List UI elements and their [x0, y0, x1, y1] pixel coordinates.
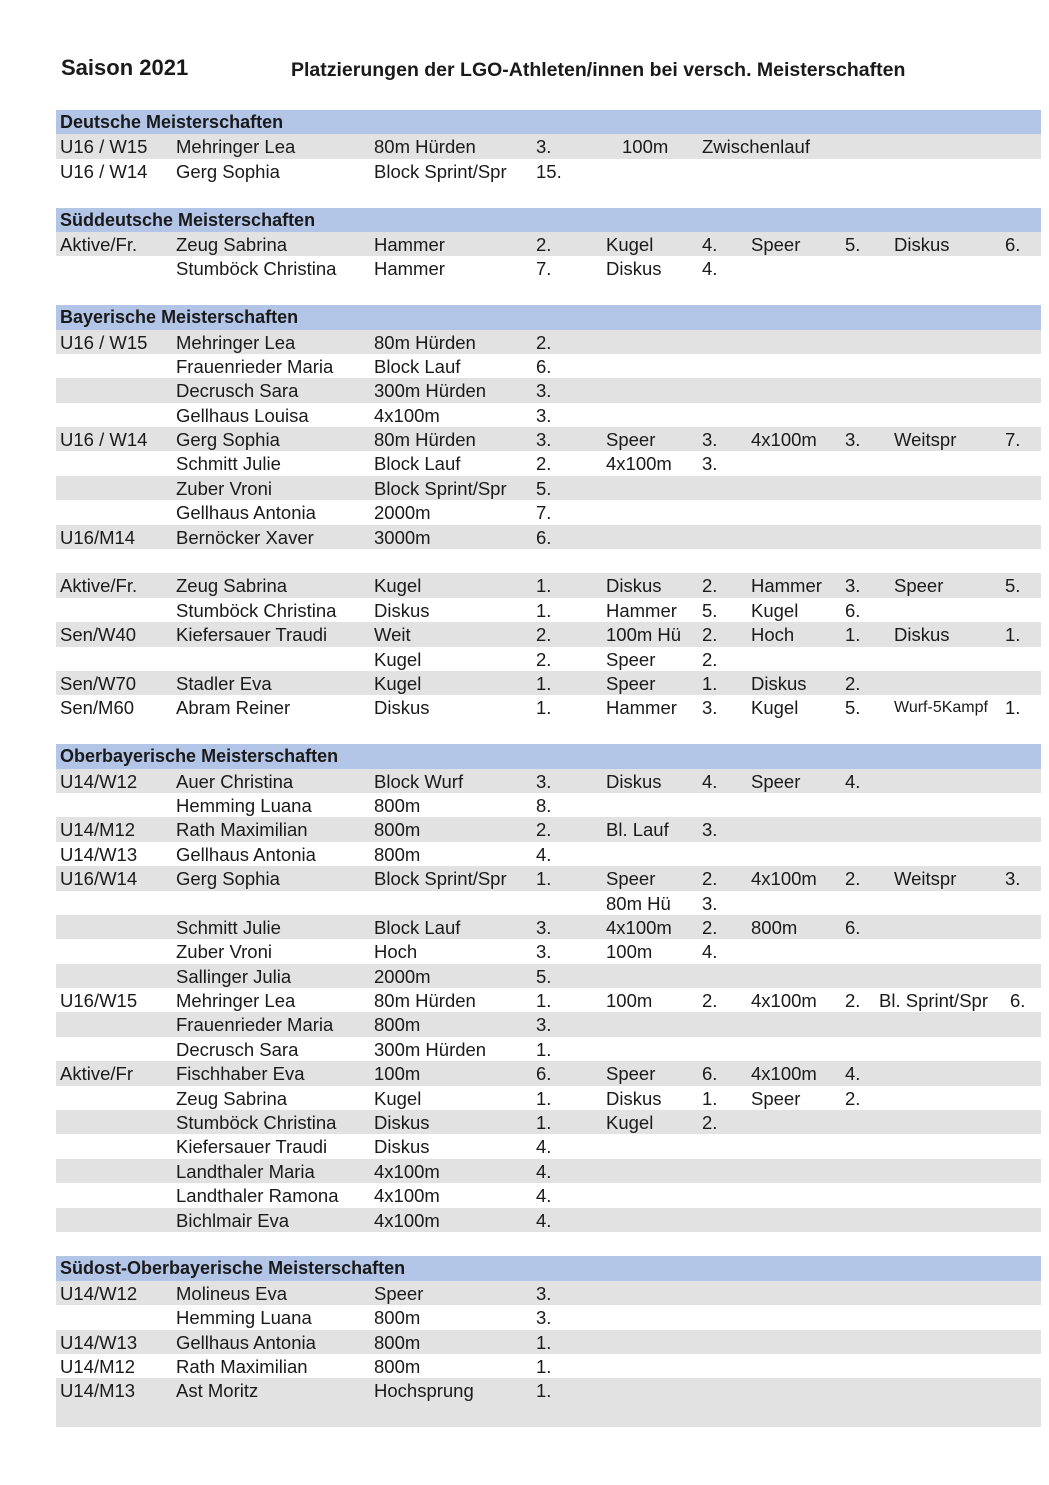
age-class: U16/M14 [60, 526, 136, 548]
discipline-3: 4x100m [751, 1063, 817, 1085]
place-3: 6. [845, 599, 861, 621]
table-row [56, 159, 1041, 183]
place-1: 1. [536, 672, 552, 694]
place-1: 2. [536, 233, 552, 255]
athlete-name: Zeug Sabrina [176, 1087, 288, 1109]
place-1: 4. [536, 1160, 552, 1182]
place-2: 2. [702, 624, 718, 646]
place-3: 2. [845, 672, 861, 694]
table-row [56, 134, 1041, 158]
age-class: Sen/W40 [60, 624, 137, 646]
discipline-1: 2000m [374, 502, 431, 524]
table-row [56, 891, 1041, 915]
discipline-2: 100m [606, 990, 653, 1012]
page-title: Platzierungen der LGO-Athleten/innen bei versch. Meisterschaften [291, 59, 906, 81]
athlete-name: Schmitt Julie [176, 916, 281, 938]
athlete-name: Fischhaber Eva [176, 1063, 305, 1085]
discipline-3: Speer [751, 770, 801, 792]
place-4: 1. [1005, 697, 1021, 719]
place-1: 3. [536, 404, 552, 426]
table-row [56, 1281, 1041, 1305]
athlete-name: Landthaler Ramona [176, 1185, 339, 1207]
spacer-row [56, 1232, 1041, 1256]
place-4: 6. [1005, 233, 1021, 255]
spacer-row [56, 281, 1041, 305]
place-3: 2. [845, 990, 861, 1012]
table-row [56, 1305, 1041, 1329]
discipline-2: Diskus [606, 575, 662, 597]
section-header [56, 744, 1041, 768]
place-2: 2. [702, 868, 718, 890]
section-title: Bayerische Meisterschaften [60, 307, 299, 328]
place-3: 5. [845, 233, 861, 255]
place-1: 6. [536, 355, 552, 377]
athlete-name: Stumböck Christina [176, 1112, 337, 1134]
athlete-name: Kiefersauer Traudi [176, 1136, 328, 1158]
discipline-2: Diskus [606, 1087, 662, 1109]
athlete-name: Abram Reiner [176, 697, 291, 719]
place-2: 2. [702, 916, 718, 938]
place-1: 6. [536, 526, 552, 548]
section-header [56, 208, 1041, 232]
table-row [56, 1330, 1041, 1354]
table-row [56, 232, 1041, 256]
discipline-2: Diskus [606, 258, 662, 280]
spacer-row [56, 183, 1041, 207]
place-2: 3. [702, 429, 718, 451]
table-row [56, 1208, 1041, 1232]
table-row [56, 1037, 1041, 1061]
section-title: Oberbayerische Meisterschaften [60, 746, 339, 767]
place-2: 2. [702, 575, 718, 597]
section-title: Südost-Oberbayerische Meisterschaften [60, 1258, 406, 1279]
place-4: 1. [1005, 624, 1021, 646]
place-1: 5. [536, 477, 552, 499]
discipline-3: Hammer [751, 575, 822, 597]
discipline-1: Diskus [374, 1112, 430, 1134]
athlete-name: Zuber Vroni [176, 477, 272, 499]
place-2: 4. [702, 258, 718, 280]
place-2: 3. [702, 697, 718, 719]
discipline-1: Diskus [374, 697, 430, 719]
place-1: 1. [536, 1380, 552, 1402]
place-1: 4. [536, 843, 552, 865]
heat-discipline: 100m [622, 136, 669, 158]
athlete-name: Gellhaus Antonia [176, 1331, 316, 1353]
section-header [56, 110, 1041, 134]
athlete-name: Kiefersauer Traudi [176, 624, 328, 646]
discipline-1: Diskus [374, 1136, 430, 1158]
place-3: 1. [845, 624, 861, 646]
table-row [56, 354, 1041, 378]
athlete-name: Gerg Sophia [176, 868, 280, 890]
athlete-name: Frauenrieder Maria [176, 1014, 334, 1036]
table-row [56, 330, 1041, 354]
athlete-name: Frauenrieder Maria [176, 355, 334, 377]
place-1: 4. [536, 1209, 552, 1231]
athlete-name: Mehringer Lea [176, 990, 296, 1012]
place-1: 1. [536, 1355, 552, 1377]
place-2: 1. [702, 1087, 718, 1109]
place-1: 3. [536, 1307, 552, 1329]
place-1: 2. [536, 648, 552, 670]
table-row [56, 451, 1041, 475]
discipline-2: Hammer [606, 599, 677, 621]
discipline-2: Speer [606, 429, 656, 451]
discipline-4: Weitspr [894, 429, 957, 451]
discipline-4: Speer [894, 575, 944, 597]
table-row [56, 769, 1041, 793]
table-row [56, 1183, 1041, 1207]
athlete-name: Mehringer Lea [176, 331, 296, 353]
discipline-3: 4x100m [751, 868, 817, 890]
place-1: 7. [536, 258, 552, 280]
place-1: 3. [536, 429, 552, 451]
place-1: 3. [536, 916, 552, 938]
table-row [56, 1403, 1041, 1427]
athlete-name: Gerg Sophia [176, 160, 280, 182]
discipline-3: 4x100m [751, 429, 817, 451]
discipline-1: Hammer [374, 258, 445, 280]
age-class: U14/W13 [60, 1331, 138, 1353]
discipline-1: 300m Hürden [374, 1038, 487, 1060]
discipline-3: Diskus [751, 672, 807, 694]
age-class: U14/M12 [60, 1355, 136, 1377]
discipline-1: Kugel [374, 672, 422, 694]
place-1: 4. [536, 1185, 552, 1207]
table-row [56, 622, 1041, 646]
discipline-2: 100m [606, 941, 653, 963]
athlete-name: Molineus Eva [176, 1282, 288, 1304]
place-3: 6. [845, 916, 861, 938]
table-row [56, 1159, 1041, 1183]
table-row [56, 817, 1041, 841]
discipline-1: Block Lauf [374, 355, 461, 377]
table-row [56, 1110, 1041, 1134]
place-1: 2. [536, 819, 552, 841]
discipline-2: Diskus [606, 770, 662, 792]
place-1: 2. [536, 453, 552, 475]
discipline-1: 2000m [374, 965, 431, 987]
place-1: 1. [536, 1038, 552, 1060]
place-2: 4. [702, 233, 718, 255]
place-2: 4. [702, 770, 718, 792]
discipline-2: Speer [606, 672, 656, 694]
table-row [56, 1354, 1041, 1378]
table-row [56, 1378, 1041, 1402]
heat-note: Zwischenlauf [702, 136, 810, 158]
place-1: 3. [536, 380, 552, 402]
discipline-1: 80m Hürden [374, 990, 476, 1012]
athlete-name: Gellhaus Antonia [176, 843, 316, 865]
discipline-3: 800m [751, 916, 798, 938]
place-2: 5. [702, 599, 718, 621]
discipline-1: Block Lauf [374, 453, 461, 475]
place-4: 6. [1010, 990, 1026, 1012]
place-1: 15. [536, 160, 562, 182]
place-3: 5. [845, 697, 861, 719]
athlete-name: Gellhaus Antonia [176, 502, 316, 524]
discipline-2: 4x100m [606, 916, 672, 938]
discipline-1: 800m [374, 794, 421, 816]
discipline-1: 4x100m [374, 1160, 440, 1182]
discipline-1: Hammer [374, 233, 445, 255]
discipline-3: 4x100m [751, 990, 817, 1012]
table-row [56, 988, 1041, 1012]
age-class: U16/W15 [60, 990, 138, 1012]
discipline-1: Block Lauf [374, 916, 461, 938]
athlete-name: Sallinger Julia [176, 965, 292, 987]
discipline-1: Diskus [374, 599, 430, 621]
season-title: Saison 2021 [61, 55, 189, 80]
discipline-1: 80m Hürden [374, 429, 476, 451]
athlete-name: Ast Moritz [176, 1380, 259, 1402]
discipline-1: 800m [374, 843, 421, 865]
discipline-3: Hoch [751, 624, 795, 646]
table-row [56, 598, 1041, 622]
table-row [56, 866, 1041, 890]
place-2: 3. [702, 892, 718, 914]
place-1: 8. [536, 794, 552, 816]
discipline-1: Speer [374, 1282, 424, 1304]
discipline-1: 300m Hürden [374, 380, 487, 402]
place-4: 7. [1005, 429, 1021, 451]
discipline-1: Hoch [374, 941, 418, 963]
discipline-1: Weit [374, 624, 411, 646]
place-4: 5. [1005, 575, 1021, 597]
table-row [56, 671, 1041, 695]
discipline-4: Bl. Sprint/Spr [879, 990, 988, 1012]
discipline-2: 4x100m [606, 453, 672, 475]
place-3: 2. [845, 868, 861, 890]
section-title: Deutsche Meisterschaften [60, 112, 284, 132]
place-1: 1. [536, 575, 552, 597]
place-2: 2. [702, 990, 718, 1012]
discipline-1: Block Wurf [374, 770, 464, 792]
table-row [56, 964, 1041, 988]
discipline-1: Kugel [374, 575, 422, 597]
place-1: 6. [536, 1063, 552, 1085]
age-class: U16 / W14 [60, 429, 148, 451]
place-1: 2. [536, 331, 552, 353]
age-class: Aktive/Fr [60, 1063, 133, 1085]
place-4: 3. [1005, 868, 1021, 890]
spacer-row [56, 549, 1041, 573]
athlete-name: Stumböck Christina [176, 258, 337, 280]
discipline-2: Bl. Lauf [606, 819, 669, 841]
place-2: 3. [702, 453, 718, 475]
table-row [56, 476, 1041, 500]
discipline-1: Block Sprint/Spr [374, 868, 507, 890]
discipline-2: Speer [606, 648, 656, 670]
discipline-1: Hochsprung [374, 1380, 474, 1402]
athlete-name: Zeug Sabrina [176, 575, 288, 597]
table-row [56, 378, 1041, 402]
discipline-1: 800m [374, 1355, 421, 1377]
place-1: 1. [536, 868, 552, 890]
discipline-1: 800m [374, 1331, 421, 1353]
age-class: U14/M13 [60, 1380, 136, 1402]
place-1: 2. [536, 624, 552, 646]
age-class: U14/M12 [60, 819, 136, 841]
results-table [56, 110, 1041, 1427]
discipline-1: 4x100m [374, 404, 440, 426]
age-class: U14/W12 [60, 770, 138, 792]
discipline-1: 800m [374, 1014, 421, 1036]
discipline-1: 800m [374, 1307, 421, 1329]
discipline-4: Wurf-5Kampf [894, 699, 988, 717]
table-row [56, 793, 1041, 817]
table-row [56, 842, 1041, 866]
athlete-name: Bichlmair Eva [176, 1209, 290, 1231]
place-3: 4. [845, 1063, 861, 1085]
section-header [56, 305, 1041, 329]
athlete-name: Zeug Sabrina [176, 233, 288, 255]
discipline-1: Block Sprint/Spr [374, 477, 507, 499]
discipline-3: Kugel [751, 599, 799, 621]
discipline-2: Speer [606, 868, 656, 890]
table-row [56, 1012, 1041, 1036]
athlete-name: Hemming Luana [176, 1307, 312, 1329]
athlete-name: Bernöcker Xaver [176, 526, 314, 548]
discipline-4: Diskus [894, 233, 950, 255]
discipline-1: 80m Hürden [374, 136, 476, 158]
table-row [56, 427, 1041, 451]
table-row [56, 939, 1041, 963]
discipline-1: Kugel [374, 1087, 422, 1109]
place-2: 2. [702, 648, 718, 670]
section-title: Süddeutsche Meisterschaften [60, 209, 316, 230]
place-1: 5. [536, 965, 552, 987]
age-class: U16 / W14 [60, 160, 148, 182]
discipline-1: 80m Hürden [374, 331, 476, 353]
age-class: Sen/M60 [60, 697, 135, 719]
discipline-2: Hammer [606, 697, 677, 719]
discipline-2: Speer [606, 1063, 656, 1085]
discipline-1: Kugel [374, 648, 422, 670]
table-row [56, 695, 1041, 719]
athlete-name: Gellhaus Louisa [176, 404, 309, 426]
spacer-row [56, 720, 1041, 744]
place-1: 4. [536, 1136, 552, 1158]
place-1: 1. [536, 990, 552, 1012]
discipline-3: Speer [751, 233, 801, 255]
place-3: 4. [845, 770, 861, 792]
age-class: Sen/W70 [60, 672, 137, 694]
athlete-name: Rath Maximilian [176, 1355, 308, 1377]
athlete-name: Gerg Sophia [176, 429, 280, 451]
table-row [56, 573, 1041, 597]
place-1: 3. [536, 1014, 552, 1036]
athlete-name: Stumböck Christina [176, 599, 337, 621]
table-row [56, 525, 1041, 549]
place-1: 3. [536, 1282, 552, 1304]
discipline-4: Diskus [894, 624, 950, 646]
section-header [56, 1256, 1041, 1280]
table-row [56, 256, 1041, 280]
discipline-1: Block Sprint/Spr [374, 160, 507, 182]
age-class: Aktive/Fr. [60, 233, 138, 255]
place-1: 1. [536, 599, 552, 621]
athlete-name: Mehringer Lea [176, 136, 296, 158]
discipline-3: Speer [751, 1087, 801, 1109]
table-row [56, 915, 1041, 939]
place-1: 3. [536, 770, 552, 792]
table-row [56, 500, 1041, 524]
place-1: 3. [536, 941, 552, 963]
table-row [56, 1061, 1041, 1085]
athlete-name: Zuber Vroni [176, 941, 272, 963]
place-1: 1. [536, 697, 552, 719]
table-row [56, 1134, 1041, 1158]
athlete-name: Landthaler Maria [176, 1160, 315, 1182]
discipline-2: 80m Hü [606, 892, 671, 914]
age-class: U16/W14 [60, 868, 138, 890]
age-class: U14/W12 [60, 1282, 138, 1304]
athlete-name: Rath Maximilian [176, 819, 308, 841]
age-class: U16 / W15 [60, 331, 148, 353]
place-3: 3. [845, 575, 861, 597]
place-2: 2. [702, 1112, 718, 1134]
discipline-1: 3000m [374, 526, 431, 548]
place-1: 3. [536, 136, 552, 158]
age-class: U16 / W15 [60, 136, 148, 158]
place-2: 4. [702, 941, 718, 963]
discipline-1: 4x100m [374, 1185, 440, 1207]
discipline-2: Kugel [606, 233, 654, 255]
athlete-name: Decrusch Sara [176, 380, 299, 402]
place-2: 6. [702, 1063, 718, 1085]
table-row [56, 1086, 1041, 1110]
athlete-name: Decrusch Sara [176, 1038, 299, 1060]
age-class: U14/W13 [60, 843, 138, 865]
discipline-2: Kugel [606, 1112, 654, 1134]
place-1: 1. [536, 1087, 552, 1109]
place-2: 1. [702, 672, 718, 694]
place-1: 1. [536, 1331, 552, 1353]
discipline-1: 100m [374, 1063, 421, 1085]
place-1: 1. [536, 1112, 552, 1134]
athlete-name: Stadler Eva [176, 672, 272, 694]
athlete-name: Schmitt Julie [176, 453, 281, 475]
athlete-name: Hemming Luana [176, 794, 312, 816]
table-row [56, 403, 1041, 427]
place-3: 2. [845, 1087, 861, 1109]
place-2: 3. [702, 819, 718, 841]
table-row [56, 647, 1041, 671]
athlete-name: Auer Christina [176, 770, 294, 792]
discipline-2: 100m Hü [606, 624, 682, 646]
discipline-1: 4x100m [374, 1209, 440, 1231]
place-1: 7. [536, 502, 552, 524]
discipline-4: Weitspr [894, 868, 957, 890]
discipline-1: 800m [374, 819, 421, 841]
discipline-3: Kugel [751, 697, 799, 719]
place-3: 3. [845, 429, 861, 451]
age-class: Aktive/Fr. [60, 575, 138, 597]
